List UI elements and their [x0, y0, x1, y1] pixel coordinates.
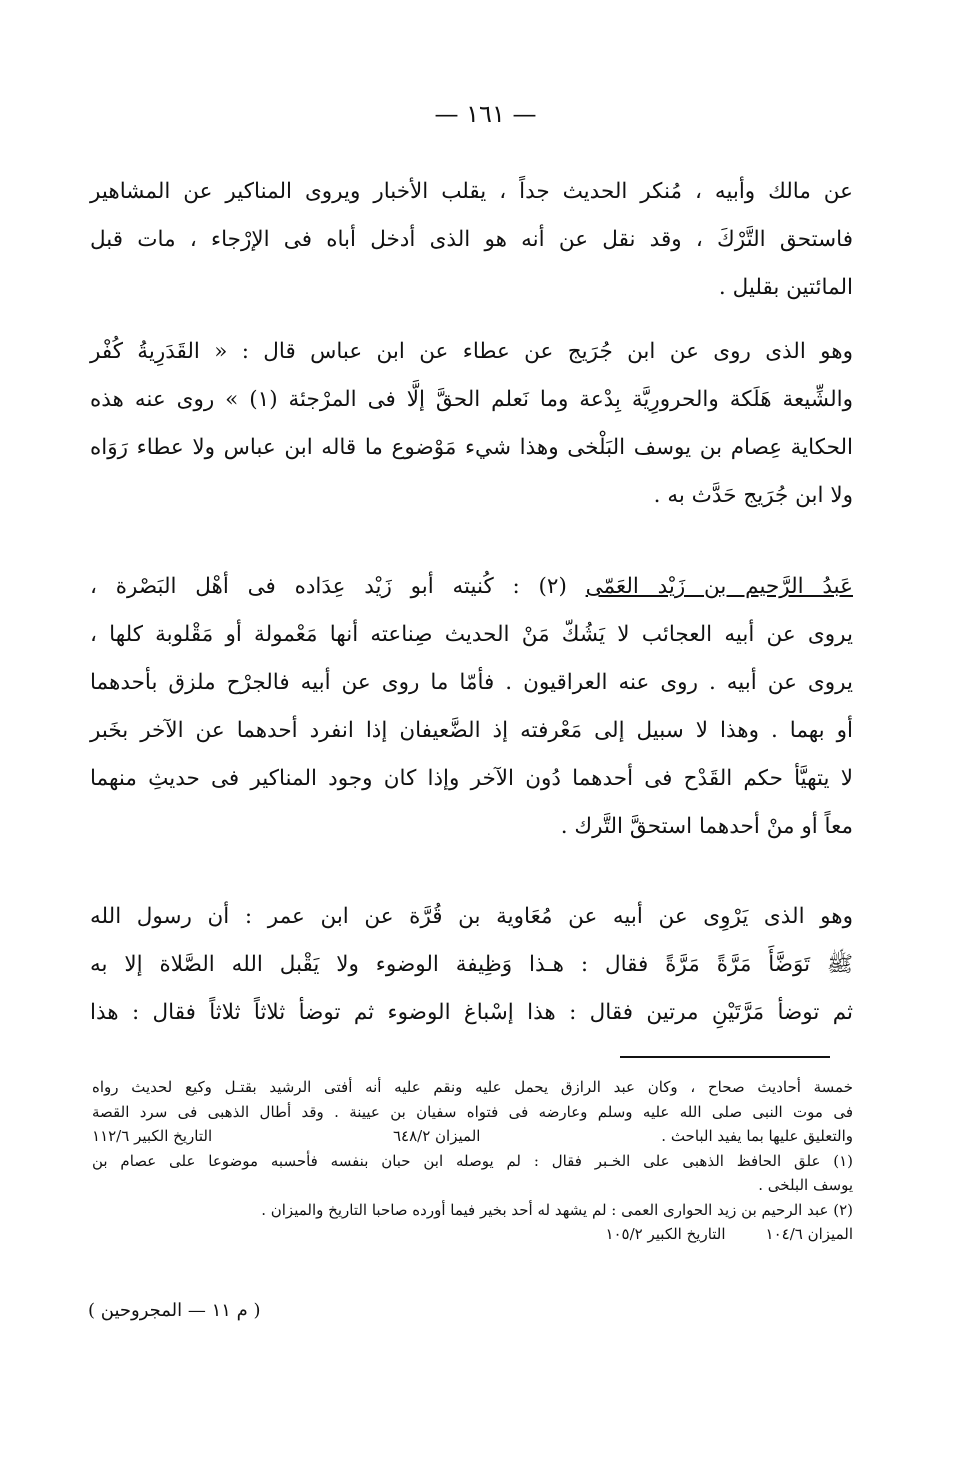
footnote-line: خمسة أحاديث صحاح ، وكان عبد الرازق يحمل عليه ونقم عليه أنه أفتى الرشيد بقتـل وكيع لحديث رواه	[92, 1078, 853, 1096]
footnote-line: يوسف البلخى .	[758, 1176, 853, 1194]
text-line: ثم توضأ مَرَّتَيْنِ مرتين فقال : هذا إسْباغ الوضوء ثم توضأ ثلاثاً ثلاثاً فقال : هذا	[90, 1000, 853, 1025]
footnote-1: (١) علق الحافظ الذهبى على الخـبر فقال : لم يوصله ابن حبان بنفسه فأحسبه موضوعا على عصام بن	[92, 1151, 853, 1170]
text-fragment: : كُنيته أبو زَيْد عِدَاده فى أهْل البَصْرة ،	[90, 574, 539, 599]
page-number: — ١٦١ —	[434, 100, 537, 128]
paragraph-1	[90, 168, 853, 312]
text-line: أو بهما . وهذا لا سبيل إلى مَعْرفته إذ الضَّعيفان إذا انفرد أحدهما عن الآخر بخَبر	[90, 718, 853, 743]
entry-first-line	[90, 563, 853, 611]
text-line: وهو الذى روى عن ابن جُرَيج عن عطاء عن ابن عباس قال : « القَدَرِيةُ كُفْر	[90, 339, 853, 364]
text-line: وهو الذى يَرْوِى عن أبيه عن مُعَاوية بن قُرَّة عن ابن عمر : أن رسول الله	[90, 904, 853, 929]
reference-mizan: الميزان ٦٤٨/٢	[392, 1127, 481, 1145]
signature-mark: ( م ١١ — المجروحين )	[88, 1300, 261, 1321]
reference-tarikh: التاريخ الكبير ١١٢/٦	[92, 1127, 213, 1145]
footnote-divider	[620, 1056, 830, 1058]
paragraph-3	[90, 563, 853, 851]
footnote-line: فى موت النبى صلى الله عليه وسلم وعارضه فى فتواه سفيان بن عيينة . وقد أطال الذهبى فى سرد القصة	[92, 1102, 853, 1121]
paragraph-2	[90, 328, 853, 520]
footnote-2: (٢) عبد الرحيم بن زيد الحوارى العمى : لم يشهد له أحد بخير فيما أورده صاحبا التاريخ والميزان .	[261, 1200, 853, 1219]
footnotes	[92, 1075, 853, 1247]
footnote-reference-row	[92, 1222, 853, 1247]
paragraph-4	[90, 893, 853, 1037]
text-line: يروى عن أبيه . روى عنه العراقيون . فأمّا ما روى عن أبيه فالجرْح ملزق بأحدهما	[90, 670, 853, 695]
text-line: لا يتهيَّأ حكم القَدْح فى أحدهما دُون الآخر وإذا كان وجود المناكير فى حديثِ منهما	[90, 766, 853, 791]
footnote-line: والتعليق عليها بما يفيد الباحث .	[661, 1127, 853, 1145]
reference-tarikh: التاريخ الكبير ١٠٥/٢	[605, 1225, 726, 1243]
text-line: عن مالك وأبيه ، مُنكر الحديث جداً ، يقلب الأخبار ويروى المناكير عن المشاهير	[90, 179, 853, 204]
reference-mizan: الميزان ١٠٤/٦	[765, 1225, 853, 1243]
text-line: ولا ابن جُرَيج حَدَّث به .	[653, 483, 853, 508]
text-line: معاً أو منْ أحدهما استحقَّ التَّرك .	[560, 814, 853, 839]
footnote-reference-row	[92, 1124, 853, 1149]
text-line: يروى عن أبيه العجائب لا يَشُكّ مَنْ الحديث صِناعته أنها مَعْمولة أو مَقْلوبة كلها ،	[90, 622, 853, 647]
text-line: ﷺ تَوَضَّأَ مَرَّةً مَرَّةً فقال : هـذا وَظِيفة الوضوء ولا يَقْبل الله الصَّلاة إلا به	[90, 952, 853, 977]
text-line: والشِّيعة هَلَكة والحرورِيَّة بِدْعة وما نَعلم الحقَّ إلَّا فى المرْجئة (١) » روى عنه هذه	[90, 387, 853, 412]
text-line: الحكاية عِصام بن يوسف البَلْخى وهذا شيء مَوْضوع ما قاله ابن عباس ولا عطاء رَوَاه	[90, 435, 853, 460]
entry-name: عَبدُ الرَّحيم بن زَيْد العَمّى	[585, 574, 853, 599]
text-line: المائتين بقليل .	[718, 275, 853, 300]
footnote-marker: (٢)	[538, 574, 567, 599]
text-line: فاستحق التَّرْكَ ، وقد نقل عن أنه هو الذى أدخل أباه فى الإرْجاء ، مات قبل	[90, 227, 853, 252]
